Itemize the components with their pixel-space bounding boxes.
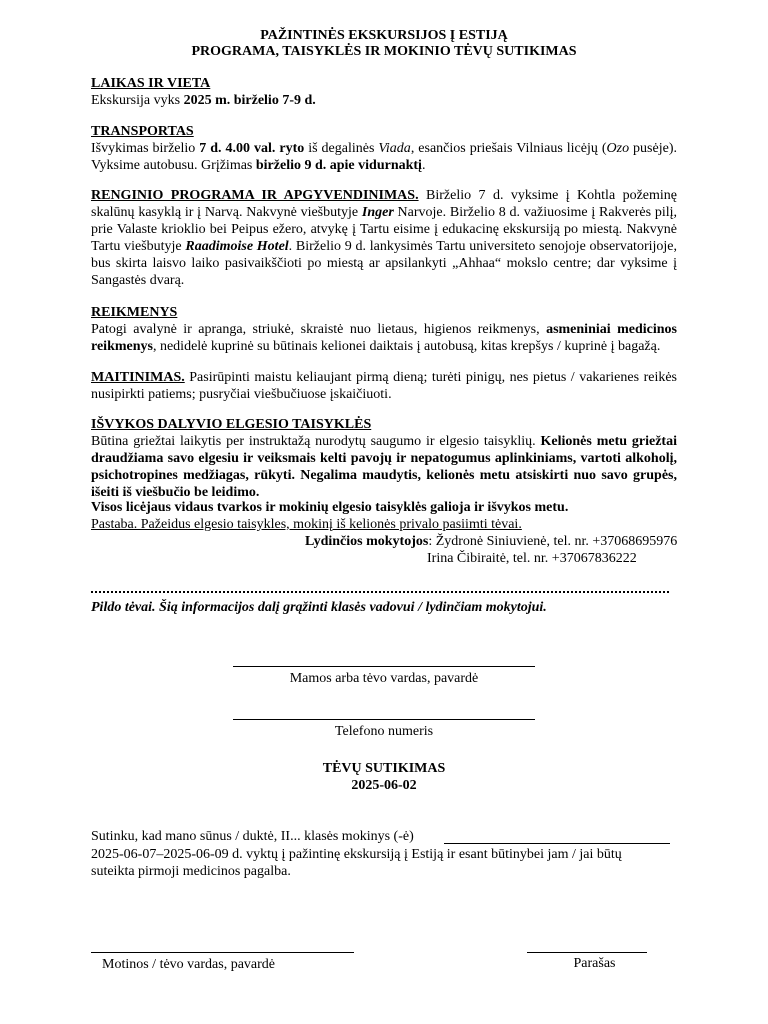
rules-general: Visos licėjaus vidaus tvarkos ir mokinių elgesio taisyklės galioja ir išvykos metu. (91, 500, 569, 515)
parent-name-line[interactable] (233, 666, 535, 667)
doc-title-line2: PROGRAMA, TAISYKLĖS IR MOKINIO TĖVŲ SUTIKIMAS (191, 44, 577, 59)
teacher-2: Irina Čibiraitė, tel. nr. +37067836222 (427, 551, 637, 566)
food-section: MAITINIMAS. Pasirūpinti maistu keliaujant pirmą dieną; turėti pinigų, nes pietus / vakarienes reikės nusipirkti patiems; pusryčiai viešbučiuose įskaičiuoti. (91, 370, 677, 402)
parent-name-label: Mamos arba tėvo vardas, pavardė (289, 671, 479, 686)
phone-label: Telefono numeris (334, 724, 434, 739)
program-section: RENGINIO PROGRAMA IR APGYVENDINIMAS. Birželio 7 d. vyksime į Kohtla požeminę skalūnų kasyklą ir į Narvą. Nakvynė viešbutyje Inger Narvoje. Birželio 8 d. važiuosime į Rakverės pilį, prie Valaste krioklio bei Peipus ežero, atvykę į Tartu eisime į edukacinę ekskursiją po miestą. Nakvynė Tartu viešbutyje Raadimoise Hotel. Birželio 9 d. lankysimės Tartu universiteto senojoje observatorijoje, bus skirta laisvo laiko pasivaikščioti po miestą ar apsilankyti „Ahhaa“ mokslo centre; dar vyksime į Sangastės dvarą. (91, 188, 678, 288)
parents-instruction: Pildo tėvai. Šią informacijos dalį grąžinti klasės vadovui / lydinčiam mokytojui. (91, 600, 547, 615)
parent-signature-name-label: Motinos / tėvo vardas, pavardė (102, 957, 276, 972)
signature-label: Parašas (573, 956, 616, 971)
heading-rules: IŠVYKOS DALYVIO ELGESIO TAISYKLĖS (91, 417, 372, 432)
phone-line[interactable] (233, 719, 535, 720)
parent-signature-name-line[interactable] (91, 952, 354, 953)
time-place-text: Ekskursija vyks 2025 m. birželio 7-9 d. (91, 93, 316, 108)
consent-line-3: suteikta pirmoji medicinos pagalba. (91, 864, 291, 879)
needs-text: Patogi avalynė ir apranga, striukė, skraistė nuo lietaus, higienos reikmenys, asmeniniai medicinos reikmenys, nedidelė kuprinė su būtinais kelionei daiktais į autobusą, kitas krepšys / kuprinė į bagažą. (91, 322, 677, 354)
heading-transport: TRANSPORTAS (91, 124, 194, 139)
rules-text: Būtina griežtai laikytis per instruktažą nurodytų saugumo ir elgesio taisyklių. Kelionės metu griežtai draudžiama savo elgesiu ir veiksmais kelti pavojų ir nepatogumus aplinkiniams, vartoti alkoholį, psichotropines medžiagas, rūkyti. Negalima maudytis, kelionės metu atsiskirti nuo savo grupės, išeiti iš viešbučio be leidimo. (91, 434, 677, 500)
transport-text: Išvykimas birželio 7 d. 4.00 val. ryto iš degalinės Viada, esančios priešais Vilniaus licėjų (Ozo pusėje). Vyksime autobusu. Grįžimas birželio 9 d. apie vidurnaktį. (91, 141, 677, 173)
signature-line[interactable] (527, 952, 647, 953)
consent-line-2: 2025-06-07–2025-06-09 d. vyktų į pažintinę ekskursiją į Estiją ir esant būtinybei jam / jai būtų (91, 847, 622, 862)
consent-date: 2025-06-02 (351, 778, 417, 793)
teacher-1: Lydinčios mokytojos: Žydronė Siniuvienė, tel. nr. +37068695976 (305, 534, 678, 549)
heading-needs: REIKMENYS (91, 305, 178, 320)
consent-line-1: Sutinku, kad mano sūnus / duktė, II... klasės mokinys (-ė) (91, 829, 414, 844)
student-name-line[interactable] (444, 843, 670, 844)
consent-title: TĖVŲ SUTIKIMAS (322, 761, 446, 776)
rules-note: Pastaba. Pažeidus elgesio taisykles, mokinį iš kelionės privalo pasiimti tėvai. (91, 517, 522, 532)
doc-title-line1: PAŽINTINĖS EKSKURSIJOS Į ESTIJĄ (260, 28, 508, 43)
heading-time-place: LAIKAS IR VIETA (91, 76, 211, 91)
cut-line (91, 591, 669, 593)
